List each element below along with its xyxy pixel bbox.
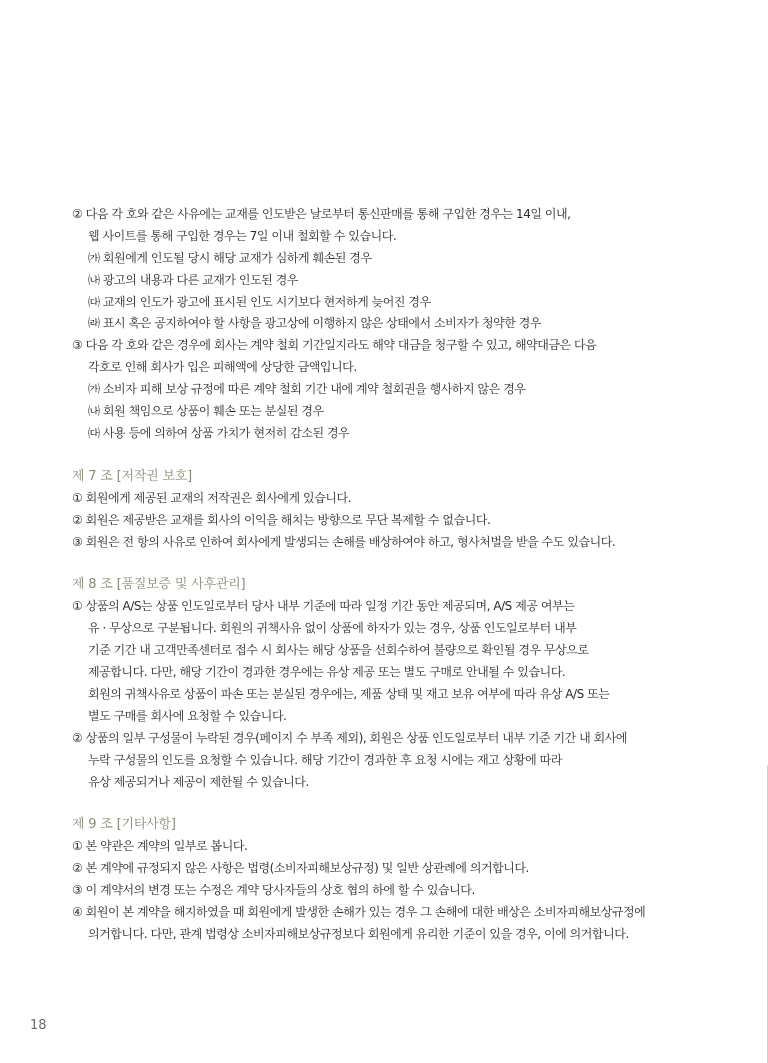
- clause-3-item-na: ㈏ 회원 책임으로 상품이 훼손 또는 분실된 경우: [88, 404, 324, 419]
- clause-2: ② 다음 각 호와 같은 사유에는 교재를 인도받은 날로부터 통신판매를 통해 구입한 경우는 14일 이내,: [72, 207, 571, 221]
- article-9-clause-3: ③ 이 계약서의 변경 또는 수정은 계약 당사자들의 상호 협의 하에 할 수 있습니다.: [72, 883, 475, 898]
- article-8-clause-2-continued: 유상 제공되거나 제공이 제한될 수 있습니다.: [88, 774, 309, 789]
- clause-2-item-ra: ㈑ 표시 혹은 공지하여야 할 사항을 광고상에 이행하지 않은 상태에서 소비자가 청약한 경우: [88, 316, 542, 331]
- article-7-heading: 제 7 조 [저작권 보호]: [72, 468, 193, 484]
- article-9-heading: 제 9 조 [기타사항]: [72, 817, 176, 833]
- article-8-clause-1-continued: 유 · 무상으로 구분됩니다. 회원의 귀책사유 없이 상품에 하자가 있는 경우, 상품 인도일로부터 내부: [88, 621, 577, 636]
- article-7-clause-1: ① 회원에게 제공된 교재의 저작권은 회사에게 있습니다.: [72, 490, 351, 505]
- article-8-heading: 제 8 조 [품질보증 및 사후관리]: [72, 577, 246, 593]
- section-gap: [72, 793, 732, 814]
- section-gap: [72, 553, 732, 574]
- section-gap: [72, 445, 732, 466]
- clause-2-continued: 웹 사이트를 통해 구입한 경우는 7일 이내 철회할 수 있습니다.: [88, 228, 397, 243]
- article-7-clause-2: ② 회원은 제공받은 교재를 회사의 이익을 해치는 방향으로 무단 복제할 수 없습니다.: [72, 512, 491, 527]
- clause-2-item-ga: ㈎ 회원에게 인도될 당시 해당 교재가 심하게 훼손된 경우: [88, 250, 372, 265]
- article-8-clause-1-continued: 기준 기간 내 고객만족센터로 접수 시 회사는 해당 상품을 선회수하여 불량으로 확인될 경우 무상으로: [88, 643, 589, 658]
- article-8-clause-2: ② 상품의 일부 구성물이 누락된 경우(페이지 수 부족 제외), 회원은 상품 인도일로부터 내부 기준 기간 내 회사에: [72, 730, 628, 745]
- clause-2-item-na: ㈏ 광고의 내용과 다른 교재가 인도된 경우: [88, 272, 299, 287]
- article-9-clause-1: ① 본 약관은 계약의 일부로 봅니다.: [72, 839, 248, 854]
- terms-content: [72, 204, 732, 946]
- clause-3-continued: 각호로 인해 회사가 입은 피해액에 상당한 금액입니다.: [88, 360, 357, 375]
- article-8-clause-1-continued: 회원의 귀책사유로 상품이 파손 또는 분실된 경우에는, 제품 상태 및 재고 보유 여부에 따라 유상 A/S 또는: [88, 687, 610, 702]
- page-number: 18: [30, 1018, 47, 1033]
- article-8-clause-1-continued: 별도 구매를 회사에 요청할 수 있습니다.: [88, 708, 287, 723]
- article-9-clause-4-continued: 의거합니다. 다만, 관계 법령상 소비자피해보상규정보다 회원에게 유리한 기준이 있을 경우, 이에 의거합니다.: [88, 927, 629, 942]
- clause-3: ③ 다음 각 호와 같은 경우에 회사는 계약 철회 기간일지라도 해약 대금을 청구할 수 있고, 해약대금은 다음: [72, 338, 597, 353]
- article-7-clause-3: ③ 회원은 전 항의 사유로 인하여 회사에게 발생되는 손해를 배상하여야 하고, 형사처벌을 받을 수도 있습니다.: [72, 534, 616, 549]
- clause-3-item-ga: ㈎ 소비자 피해 보상 규정에 따른 계약 철회 기간 내에 계약 철회권을 행사하지 않은 경우: [88, 382, 526, 397]
- clause-3-item-da: ㈐ 사용 등에 의하여 상품 가치가 현저히 감소된 경우: [88, 425, 350, 440]
- article-9-clause-4: ④ 회원이 본 계약을 해지하였을 때 회원에게 발생한 손해가 있는 경우 그 손해에 대한 배상은 소비자피해보상규정에: [72, 905, 646, 920]
- article-9-clause-2: ② 본 계약에 규정되지 않은 사항은 법령(소비자피해보상규정) 및 일반 상관례에 의거합니다.: [72, 861, 529, 876]
- article-8-clause-1-continued: 제공합니다. 다만, 해당 기간이 경과한 경우에는 유상 제공 또는 별도 구매로 안내될 수 있습니다.: [88, 665, 566, 680]
- article-8-clause-2-continued: 누락 구성물의 인도를 요청할 수 있습니다. 해당 기간이 경과한 후 요청 시에는 재고 상황에 따라: [88, 752, 562, 767]
- article-8-clause-1: ① 상품의 A/S는 상품 인도일로부터 당사 내부 기준에 따라 일정 기간 동안 제공되며, A/S 제공 여부는: [72, 599, 575, 614]
- clause-2-item-da: ㈐ 교재의 인도가 광고에 표시된 인도 시기보다 현저하게 늦어진 경우: [88, 294, 431, 309]
